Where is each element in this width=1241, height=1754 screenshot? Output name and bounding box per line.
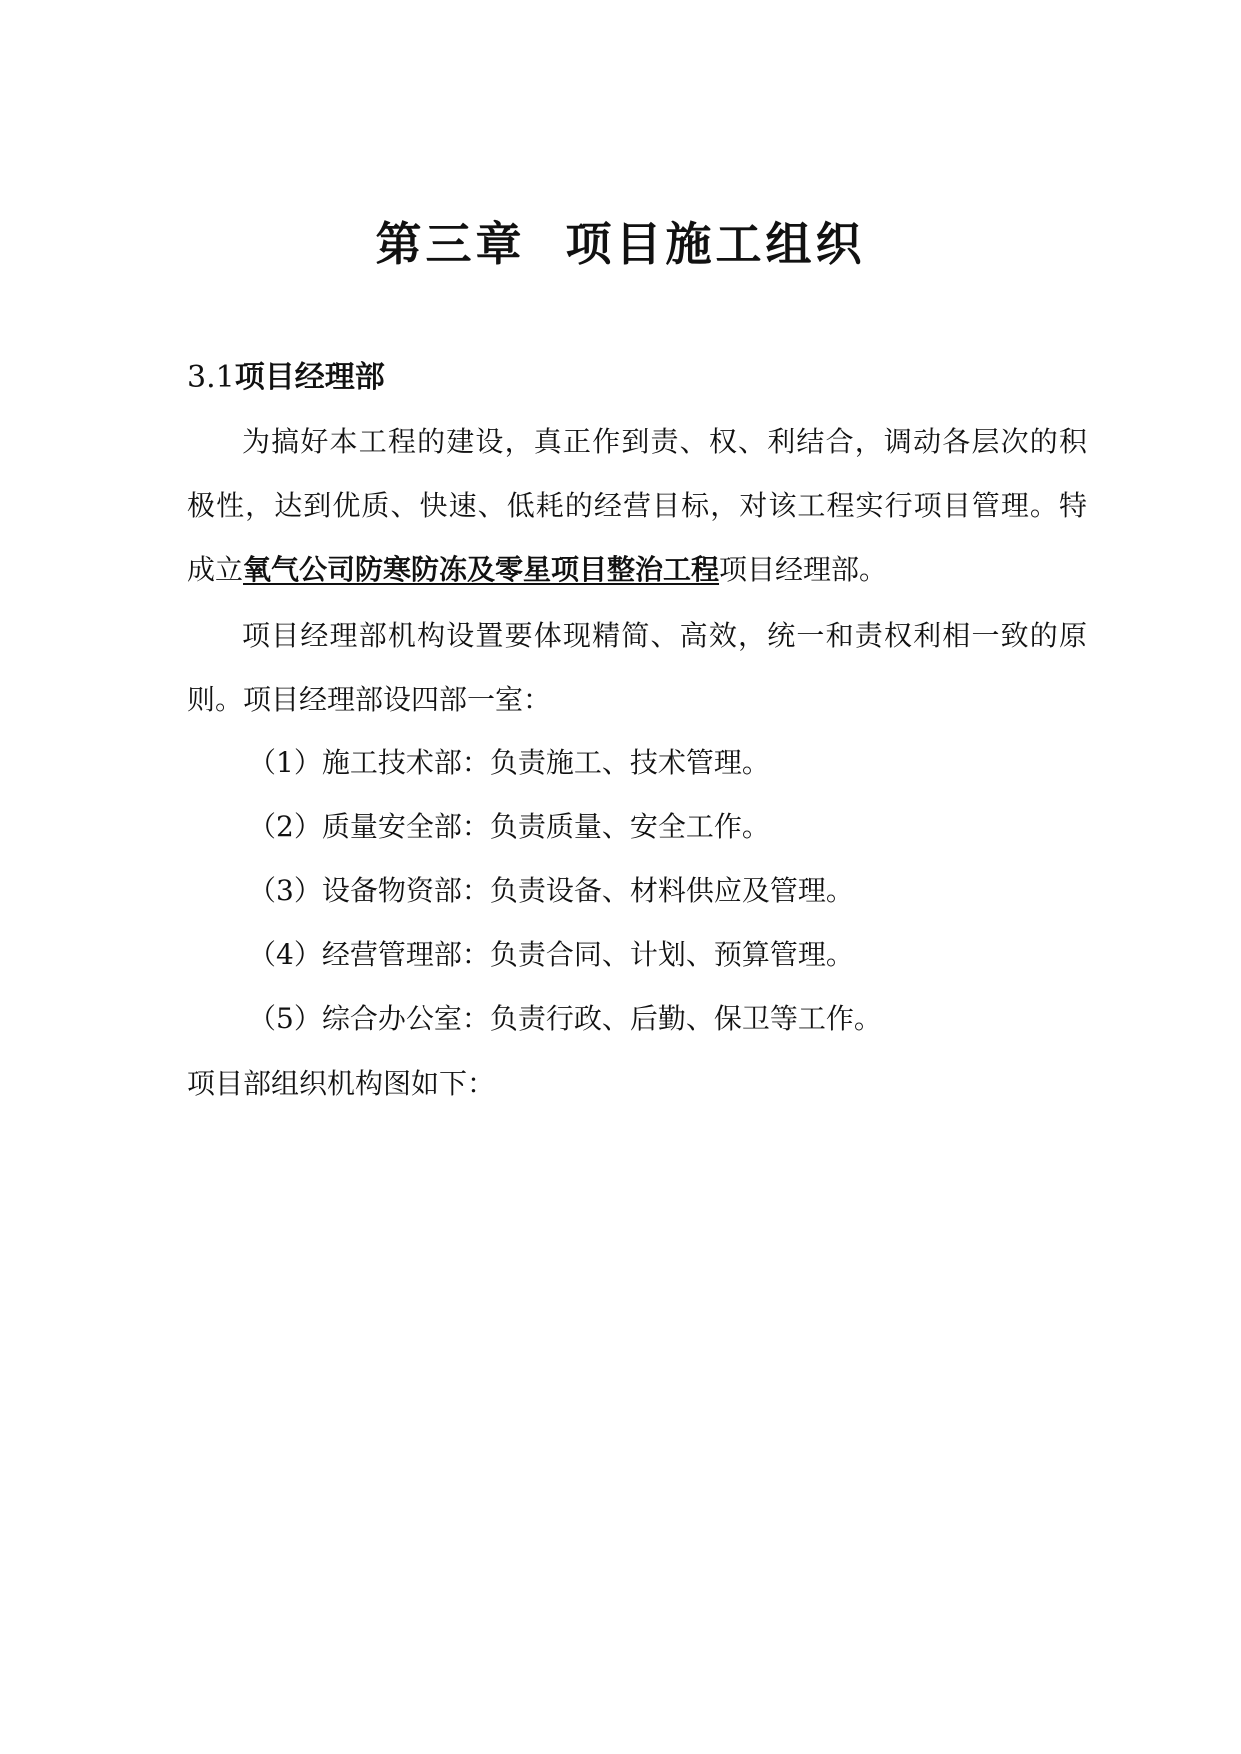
paragraph1-line3: [187, 550, 887, 590]
paragraph2-line2: 则。项目经理部设四部一室：: [187, 683, 552, 716]
department-item: （1）施工技术部：负责施工、技术管理。: [248, 746, 770, 779]
section-number: 3.1: [187, 360, 235, 395]
section-title: 项目经理部: [234, 360, 385, 395]
department-item: （2）质量安全部：负责质量、安全工作。: [248, 810, 770, 843]
paragraph1-line1: 为搞好本工程的建设，真正作到责、权、利结合，调动各层次的积: [242, 425, 1087, 458]
org-chart-intro: 项目部组织机构图如下：: [187, 1067, 496, 1100]
project-name: 氧气公司防寒防冻及零星项目整治工程: [243, 553, 720, 586]
department-item: （4）经营管理部：负责合同、计划、预算管理。: [248, 938, 854, 971]
paragraph1-line3-suffix: 项目经理部。: [719, 553, 888, 586]
chapter-title: 第三章 项目施工组织: [375, 217, 866, 271]
paragraph1-line3-prefix: 成立: [187, 553, 244, 586]
paragraph2-line1: 项目经理部机构设置要体现精简、高效，统一和责权利相一致的原: [242, 619, 1087, 652]
paragraph1-line2: 极性，达到优质、快速、低耗的经营目标，对该工程实行项目管理。特: [187, 489, 1087, 522]
department-item: （3）设备物资部：负责设备、材料供应及管理。: [248, 874, 854, 907]
department-item: （5）综合办公室：负责行政、后勤、保卫等工作。: [248, 1002, 882, 1035]
section-heading: [187, 357, 385, 399]
